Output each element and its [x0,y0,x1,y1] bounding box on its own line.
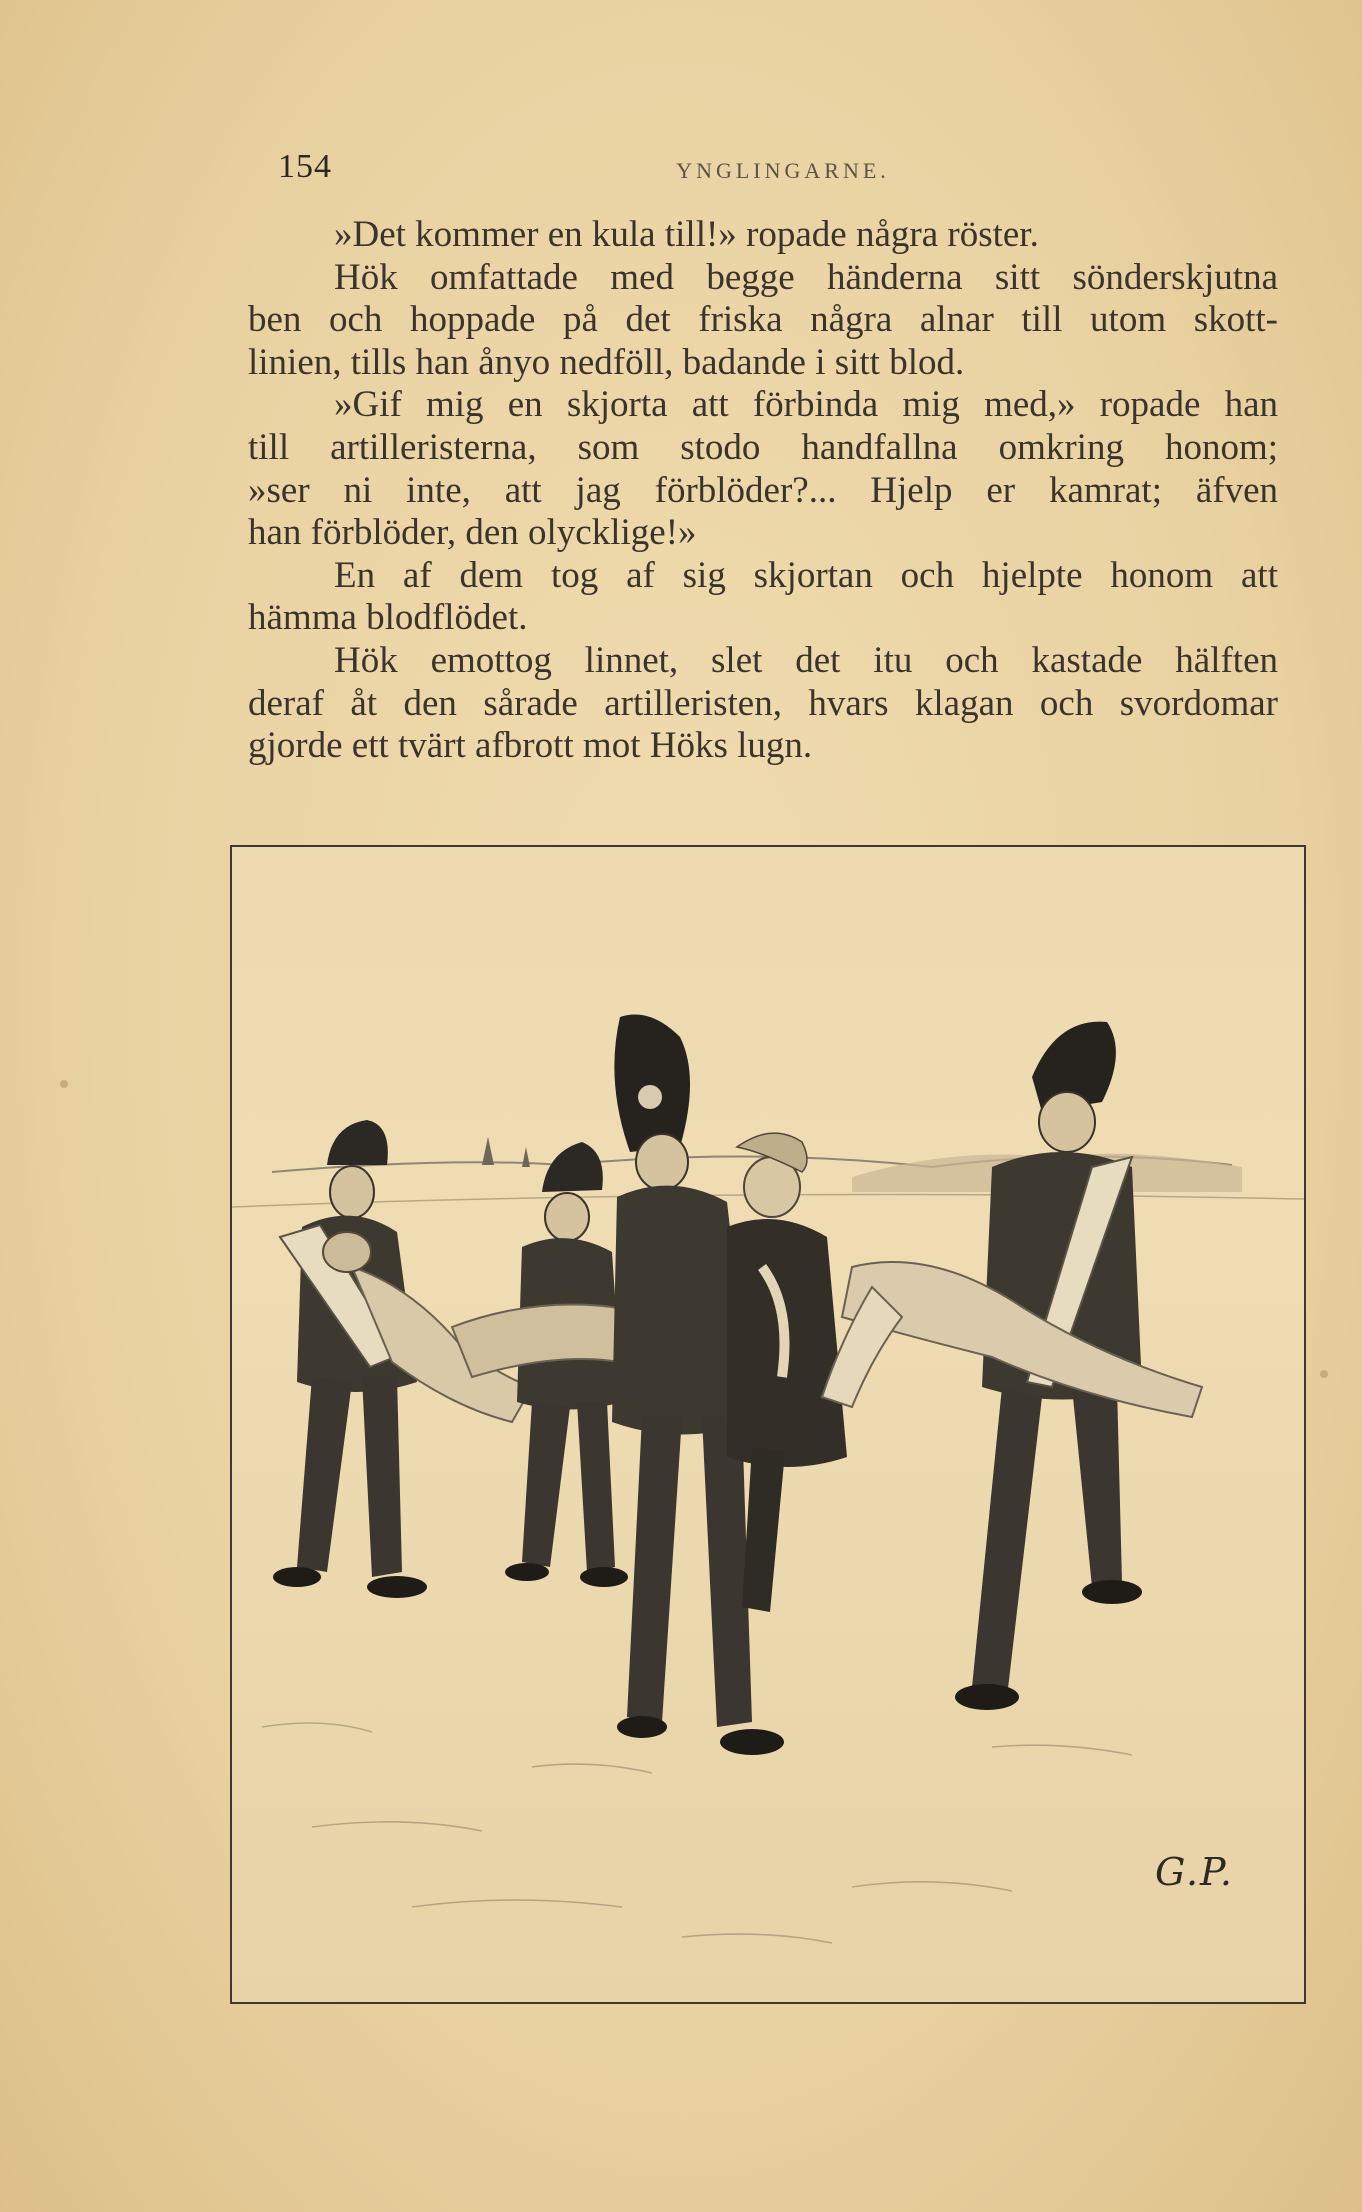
text-line: »Det kommer en kula till!» ropade några röster. [334,214,1039,255]
text-line: »Gif mig en skjorta att förbinda mig med,» ropade han [334,384,1278,426]
artist-signature: G.P. [1154,1850,1234,1894]
running-head [278,148,1288,194]
text-line: deraf åt den sårade artilleristen, hvars klagan och svordomar [248,682,1278,724]
page-number: 154 [278,148,332,185]
illustration-drawing [232,847,1304,2002]
text-line: linien, tills han ånyo nedföll, badande i sitt blod. [248,341,965,383]
paper-speck [60,1080,68,1088]
text-line: »ser ni inte, att jag förblöder?... Hjelp er kamrat; äfven [248,469,1278,511]
body-text [248,214,1278,768]
running-title: YNGLINGARNE. [676,158,890,183]
text-line: till artilleristerna, som stodo handfallna omkring honom; [248,426,1278,468]
paper-speck [1320,1370,1328,1378]
text-line: Hök emottog linnet, slet det itu och kastade hälften [334,639,1278,681]
text-line: Hök omfattade med begge händerna sitt sönderskjutna [334,256,1278,298]
text-line: En af dem tog af sig skjortan och hjelpte honom att [334,554,1278,596]
text-line: han förblöder, den olycklige!» [248,512,697,554]
text-line: ben och hoppade på det friska några alnar till utom skott- [248,299,1278,341]
illustration-plate [230,845,1306,2004]
figure-group-center [612,1015,847,1756]
figure-group-right [822,1022,1202,1710]
text-line: gjorde ett tvärt afbrott mot Höks lugn. [248,725,813,767]
text-line: hämma blodflödet. [248,597,528,639]
